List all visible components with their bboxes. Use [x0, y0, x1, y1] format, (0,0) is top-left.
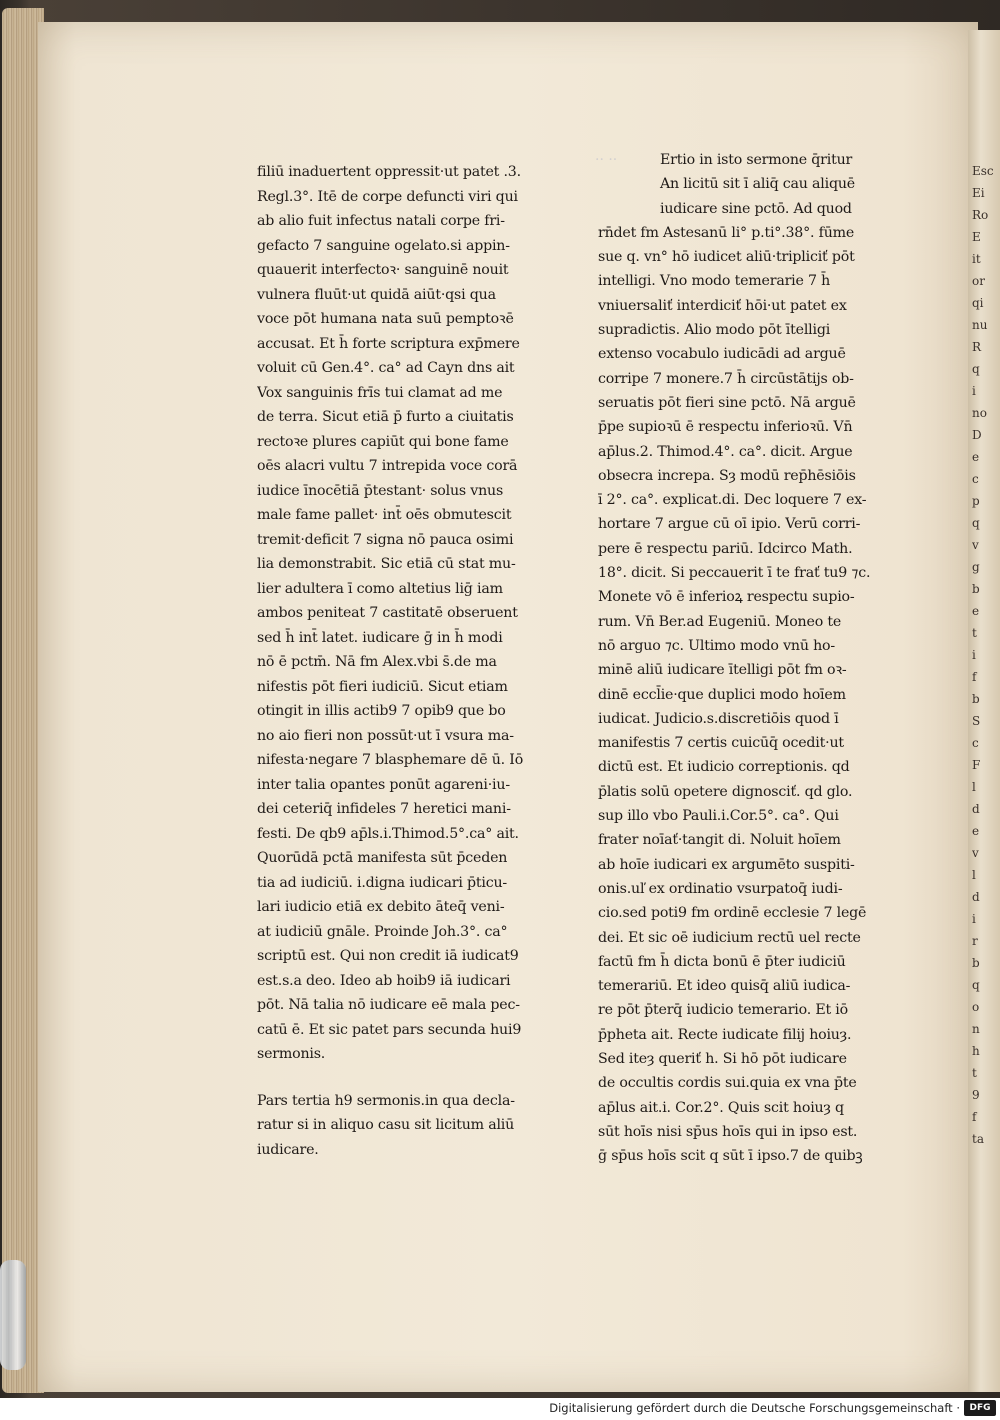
- text-line: seruatis pōt fieri sine pctō. Nā arguē: [598, 394, 856, 411]
- text-line: supradictis. Alio modo pōt ītelligi: [598, 322, 831, 339]
- text-line: voluit cū Gen.4°. ca° ad Cayn dns ait: [257, 360, 515, 376]
- text-line: An licitū sit ī aliq̄ cau aliquē: [660, 176, 856, 193]
- text-line: ab hoīe iudicari ex argumēto suspiti-: [598, 856, 855, 873]
- text-line: sermonis.: [257, 1046, 326, 1062]
- dfg-logo: DFG: [964, 1400, 996, 1416]
- text-line: re pōt p̄terq̄ iudicio temerario. Et iō: [598, 1002, 848, 1019]
- text-line: de terra. Sicut etiā p̄ furto a ciuitatis: [257, 409, 514, 425]
- text-line: otingit in illis actib9 7 opib9 que bo: [257, 703, 506, 719]
- text-line: festi. De qb9 ap̄ls.i.Thimod.5°.ca° ait.: [257, 825, 519, 842]
- text-line: lia demonstrabit. Sic etiā cū stat mu-: [257, 556, 516, 572]
- text-line: lier adultera ī como altetius liḡ iam: [257, 580, 503, 597]
- text-line: extenso vocabulo iudicādi ad arguē: [598, 346, 846, 363]
- text-line: rum. Vn̄ Ber.ad Eugeniū. Moneo te: [598, 613, 842, 630]
- text-line: Pars tertia h9 sermonis.in qua decla-: [257, 1092, 515, 1109]
- text-line: p̄latis solū opetere dignosciť. qd glo.: [598, 783, 853, 800]
- text-line: obsecra increpa. Sȝ modū rep̄hēsiōis: [598, 467, 856, 484]
- text-line: gefacto 7 sanguine ogelato.si appin-: [257, 237, 510, 254]
- text-line: nō arguo ⁊c. Ultimo modo vnū ho-: [598, 637, 835, 654]
- text-line: sue q. vn° hō iudicet aliū·tripliciť pōt: [598, 249, 855, 266]
- text-line: p̄pe supioꝛū ē respectu inferioꝛū. Vn̄: [598, 419, 853, 436]
- text-line: factū fm h̄ dicta bonū ē p̄ter iudiciū: [598, 953, 846, 970]
- text-line: rectoꝛe plures capiūt qui bone fame: [257, 433, 509, 450]
- text-line: ambos peniteat 7 castitatē obseruent: [257, 605, 518, 621]
- text-line: corripe 7 monere.7 h̄ circūstātijs ob-: [598, 370, 854, 387]
- text-line: hortare 7 argue cū oī ipio. Verū corri-: [598, 516, 861, 533]
- text-line: dinē eccl̄ie·que duplici modo hoīem: [598, 686, 846, 703]
- text-line: ratur si in aliquo casu sit licitum aliū: [257, 1117, 515, 1133]
- text-line: iudice īnocētiā p̄testant· solus vnus: [257, 482, 504, 499]
- text-line: pōt. Nā talia nō iudicare eē mala pec-: [257, 997, 520, 1013]
- text-line: sūt hoīs nisi sp̄us hoīs qui in ipso est.: [598, 1123, 858, 1140]
- text-line: dei. Et sic oē iudicium rectū uel recte: [598, 929, 861, 946]
- text-line: de occultis cordis sui.quia ex vna p̄te: [598, 1075, 857, 1092]
- footer-bar: [0, 1398, 1000, 1420]
- text-line: vulnera fluūt·ut quidā aiūt·qsi qua: [257, 286, 496, 303]
- text-line: Monete vō ē inferioꝝ respectu supio-: [598, 589, 855, 606]
- text-line: catū ē. Et sic patet pars secunda hui9: [257, 1021, 522, 1038]
- text-line: filiū inaduertent oppressit·ut patet .3.: [257, 164, 521, 180]
- text-line: Sed iteȝ queriť h. Si hō pōt iudicare: [598, 1050, 847, 1067]
- text-line: iudicare.: [257, 1141, 319, 1158]
- text-column-right: [598, 148, 908, 1168]
- text-line: pere ē respectu pariū. Idcirco Math.: [598, 540, 853, 557]
- text-line: ḡ sp̄us hoīs scit q sūt ī ipso.7 de quibꝫ: [598, 1148, 863, 1165]
- text-line: iudicat. Judicio.s.discretiōis quod ī: [598, 710, 839, 727]
- footer-credit: Digitalisierung gefördert durch die Deutsche Forschungsgemeinschaft ·: [549, 1401, 960, 1415]
- paragraph-gap: [257, 1067, 577, 1089]
- text-line: lari iudicio etiā ex debito āteq̄ veni-: [257, 899, 505, 915]
- text-line: nō ē pctm̄. Nā fm Alex.vbi s̄.de ma: [257, 654, 497, 670]
- text-line: ap̄lus ait.i. Cor.2°. Quis scit hoiuȝ q: [598, 1099, 844, 1116]
- text-line: nifesta·negare 7 blasphemare dē ū. Iō: [257, 752, 524, 768]
- text-line: minē aliū iudicare ītelligi pōt fm oꝛ-: [598, 662, 847, 679]
- text-line: Ertio in isto sermone q̄ritur: [660, 152, 853, 168]
- text-line: scriptū est. Qui non credit iā iudicat9: [257, 948, 519, 964]
- next-leaf-text: Esc Ei Ro E it or qi nu R q i no D e c p q v g b e t i f b S c F l d e v l d i r b q o n h t 9 f ta: [972, 164, 994, 1146]
- text-line: cio.sed poti9 fm ordinē ecclesie 7 legē: [598, 905, 867, 922]
- text-line: 18°. dicit. Si peccauerit ī te frať tu9 ⁊c.: [598, 565, 871, 582]
- text-line: dictū est. Et iudicio correptionis. qd: [598, 759, 850, 776]
- paper-clip: [0, 1260, 26, 1370]
- text-line: sup illo vbo Pauli.i.Cor.5°. ca°. Qui: [598, 808, 839, 825]
- text-line: inter talia opantes ponūt agareni·iu-: [257, 776, 510, 793]
- text-line: Regl.3°. Itē de corpe defuncti viri qui: [257, 188, 518, 205]
- text-line: no aio fieri non possūt·ut ī vsura ma-: [257, 727, 514, 744]
- text-line: accusat. Et h̄ forte scriptura exp̄mere: [257, 335, 520, 352]
- text-line: vniuersaliť interdiciť hōi·ut patet ex: [598, 297, 847, 314]
- text-line: male fame pallet· int̄ oēs obmutescit: [257, 507, 512, 523]
- text-line: dei ceteriq̄ infideles 7 heretici mani-: [257, 801, 511, 817]
- text-line: voce pōt humana nata suū pemptoꝛē: [257, 311, 514, 327]
- text-line: tia ad iudiciū. i.digna iudicari p̄ticu-: [257, 874, 507, 891]
- text-line: frater noīať·tangit di. Noluit hoīem: [598, 832, 841, 849]
- text-line: oēs alacri vultu 7 intrepida voce corā: [257, 458, 518, 474]
- text-line: quauerit interfectoꝛ· sanguinē nouit: [257, 262, 509, 278]
- text-line: at iudiciū gnāle. Proinde Joh.3°. ca°: [257, 923, 508, 940]
- text-line: Vox sanguinis frīs tui clamat ad me: [257, 384, 503, 401]
- text-line: Quorūdā pctā manifesta sūt p̄ceden: [257, 850, 508, 866]
- text-line: intelligi. Vno modo temerarie 7 h̄: [598, 273, 831, 290]
- text-line: sed h̄ int̄ latet. iudicare ḡ in h̄ modi: [257, 629, 503, 646]
- show-through-mark: ·· ··: [595, 152, 618, 168]
- text-line: iudicare sine pctō. Ad quod: [660, 200, 852, 217]
- text-line: ap̄lus.2. Thimod.4°. ca°. dicit. Argue: [598, 443, 853, 460]
- text-line: ab alio fuit infectus natali corpe fri-: [257, 213, 505, 229]
- text-line: rn̄det fm Astesanū li° p.ti°.38°. fūme: [598, 224, 855, 241]
- text-column-left: [257, 160, 577, 1162]
- text-line: p̄pheta ait. Recte iudicate filij hoiuȝ.: [598, 1026, 852, 1043]
- text-line: onis.uľ ex ordinatio vsurpatoq̄ iudi-: [598, 880, 843, 897]
- text-line: ī 2°. ca°. explicat.di. Dec loquere 7 ex-: [598, 492, 867, 509]
- text-line: temerariū. Et ideo quisq̄ aliū iudica-: [598, 978, 851, 995]
- text-line: est.s.a deo. Ideo ab hoib9 iā iudicari: [257, 972, 511, 989]
- text-line: nifestis pōt fieri iudiciū. Sicut etiam: [257, 678, 508, 695]
- text-line: manifestis 7 certis cuicūq̄ ocedit·ut: [598, 735, 844, 752]
- text-line: tremit·deficit 7 signa nō pauca osimi: [257, 531, 514, 548]
